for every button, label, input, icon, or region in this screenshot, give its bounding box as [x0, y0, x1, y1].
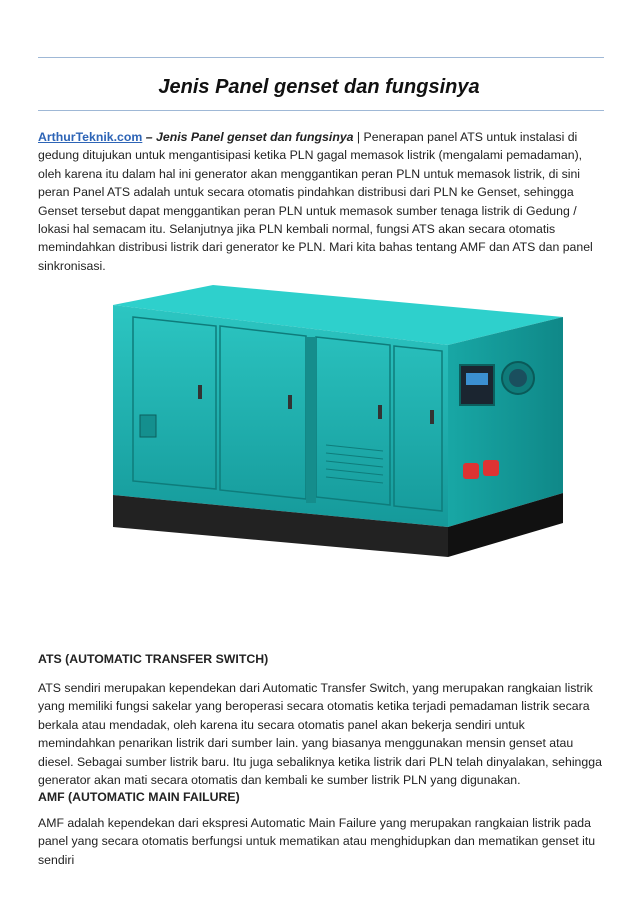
intro-dash: –: [142, 130, 157, 144]
section-ats-text: ATS sendiri merupakan kependekan dari Automatic Transfer Switch, yang merupakan rangkaian listrik yang memiliki fungsi sakelar yang beroperasi secara otomatis ketika terjadi pemadaman listrik secara berkala atau mendadak, oleh karena itu secara otomatis panel akan bekerja sendiri untuk memindahkan penarikan listrik dari sumber lain. yang biasanya menggunakan mensin genset atau diesel. Sebagai sumber listrik baru. Itu juga sebaliknya ketika listrik dari PLN telah dinyalakan, sehingga generator akan mati secara otomatis dan kembali ke sumber listrik PLN yang digunakan.: [38, 681, 602, 788]
section-ats-heading: ATS (AUTOMATIC TRANSFER SWITCH): [38, 652, 269, 666]
intro-paragraph: [38, 128, 604, 275]
title-underline: [38, 110, 604, 111]
intro-italic-title: Jenis Panel genset dan fungsinya: [156, 130, 354, 144]
genset-image: [38, 265, 604, 625]
page-title: Jenis Panel genset dan fungsinya: [158, 76, 480, 98]
section-amf-text: AMF adalah kependekan dari ekspresi Automatic Main Failure yang merupakan rangkaian listrik pada panel yang secara otomatis berfungsi untuk mematikan atau menghidupkan dan mematikan genset itu sendiri: [38, 816, 596, 867]
intro-body: | Penerapan panel ATS untuk instalasi di gedung ditujukan untuk mengantisipasi ketika PLN gagal memasok listrik (mengalami pemadaman), oleh karena itu dalam hal ini generator akan menggantikan peran PLN untuk memasok listrik, di sini peran Panel ATS adalah untuk secara otomatis pindahkan distribusi dari PLN ke Genset, sehingga Genset tersebut dapat menggantikan peran PLN untuk memasok sumber tenaga listrik di Gedung / lokasi hal semacam itu. Selanjutnya jika PLN kembali normal, fungsi ATS akan secara otomatis memindahkan distribusi listrik dari generator ke PLN. Mari kita bahas tentang AMF dan ATS dan panel sinkronisasi.: [38, 130, 593, 273]
section-amf-heading: AMF (AUTOMATIC MAIN FAILURE): [38, 790, 240, 804]
site-link[interactable]: ArthurTeknik.com: [38, 130, 143, 144]
top-rule: [38, 57, 604, 58]
